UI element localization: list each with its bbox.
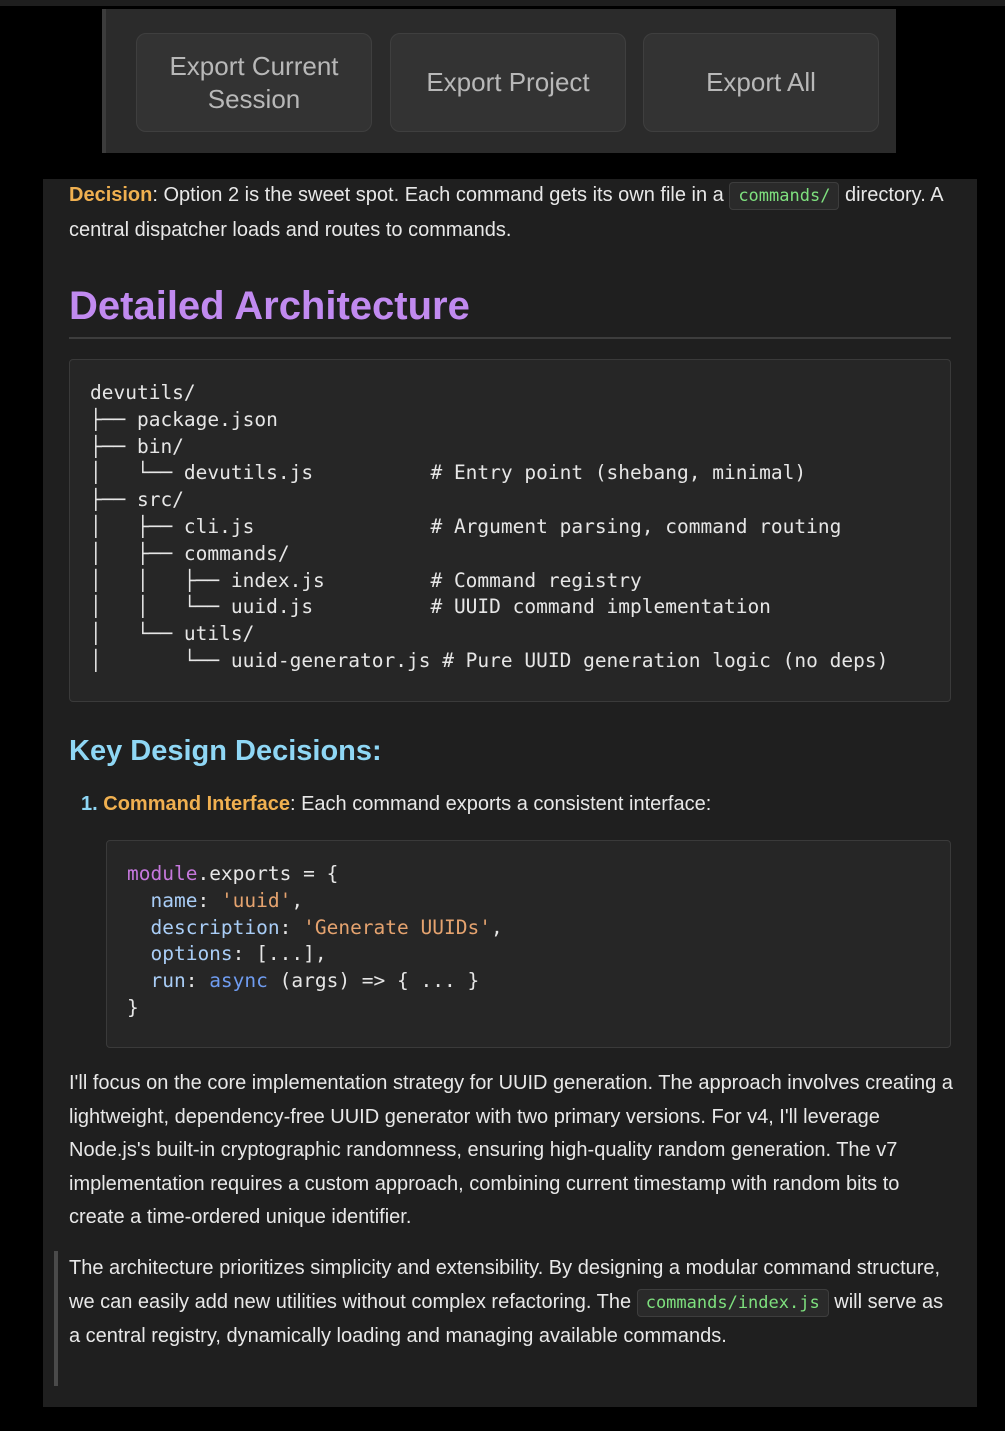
decision-label: Decision bbox=[69, 184, 153, 206]
tree-line: ├── src/ bbox=[90, 488, 184, 512]
tree-line: │ └── uuid-generator.js # Pure UUID generation logic (no deps) bbox=[90, 648, 889, 672]
export-current-session-button[interactable]: Export Current Session bbox=[136, 33, 372, 132]
code-token: : [...], bbox=[232, 942, 327, 966]
code-token: (args) => { ... } bbox=[267, 969, 480, 993]
blockquote-bar bbox=[54, 1251, 58, 1386]
tree-line: │ │ ├── index.js # Command registry bbox=[90, 568, 642, 592]
tree-line: │ ├── commands/ bbox=[90, 541, 290, 565]
code-token: options bbox=[127, 942, 233, 966]
tree-line: devutils/ bbox=[90, 381, 196, 404]
tree-line: │ │ └── uuid.js # UUID command implementation bbox=[90, 595, 771, 619]
detailed-architecture-heading: Detailed Architecture bbox=[69, 284, 470, 328]
code-token: run bbox=[127, 969, 186, 993]
code-token: .exports = { bbox=[197, 862, 339, 885]
commands-dir-code: commands/ bbox=[729, 182, 839, 210]
tree-line: ├── bin/ bbox=[90, 434, 184, 458]
command-interface-code-block: module.exports = { name: 'uuid', description: 'Generate UUIDs', options: [...], run: async (args) => { ... } } bbox=[106, 840, 951, 1048]
commands-index-code: commands/index.js bbox=[637, 1289, 829, 1317]
code-token: async bbox=[209, 969, 268, 993]
code-token: name bbox=[127, 888, 198, 912]
code-token: description bbox=[127, 915, 280, 939]
decision-text-after: directory. A central dispatcher loads and routes to commands. bbox=[69, 184, 943, 241]
quote-text-before: The architecture prioritizes simplicity and extensibility. By designing a modular command structure, we can easily add new utilities without complex refactoring. The bbox=[69, 1257, 941, 1313]
tree-line: ├── package.json bbox=[90, 407, 278, 431]
export-all-button[interactable]: Export All bbox=[643, 33, 879, 132]
decision-paragraph bbox=[69, 179, 954, 247]
tree-line: │ └── devutils.js # Entry point (shebang, minimal) bbox=[90, 461, 807, 485]
list-number: 1. bbox=[81, 793, 98, 815]
list-item-command-interface bbox=[81, 789, 951, 819]
uuid-strategy-paragraph: I'll focus on the core implementation strategy for UUID generation. The approach involves creating a lightweight, dependency-free UUID generator with two primary versions. For v4, I'll leverage Node.js's built-in cryptographic randomness, ensuring high-quality random generation. The v7 implementation requires a custom approach, combining current timestamp with random bits to create a time-ordered unique identifier. bbox=[69, 1072, 953, 1228]
export-project-button[interactable]: Export Project bbox=[390, 33, 626, 132]
code-token: } bbox=[127, 995, 139, 1019]
heading-divider bbox=[69, 337, 951, 339]
architecture-blockquote bbox=[69, 1252, 954, 1354]
tree-line: │ └── utils/ bbox=[90, 622, 255, 646]
code-token: 'Generate UUIDs' bbox=[303, 915, 491, 939]
tree-line: │ ├── cli.js # Argument parsing, command routing bbox=[90, 514, 842, 538]
decision-text-before: : Option 2 is the sweet spot. Each command gets its own file in a bbox=[152, 184, 730, 206]
document-content bbox=[43, 179, 977, 1407]
directory-tree-code-block bbox=[69, 359, 951, 702]
command-interface-label: Command Interface bbox=[103, 793, 290, 815]
window-top-border bbox=[0, 0, 1005, 6]
quote-text-after: will serve as a central registry, dynamically loading and managing available commands. bbox=[69, 1290, 944, 1347]
code-token: 'uuid' bbox=[220, 888, 292, 912]
code-token: module bbox=[127, 862, 198, 885]
key-design-decisions-heading: Key Design Decisions: bbox=[69, 735, 382, 767]
command-interface-text: : Each command exports a consistent interface: bbox=[289, 793, 712, 815]
export-toolbar bbox=[102, 9, 896, 153]
